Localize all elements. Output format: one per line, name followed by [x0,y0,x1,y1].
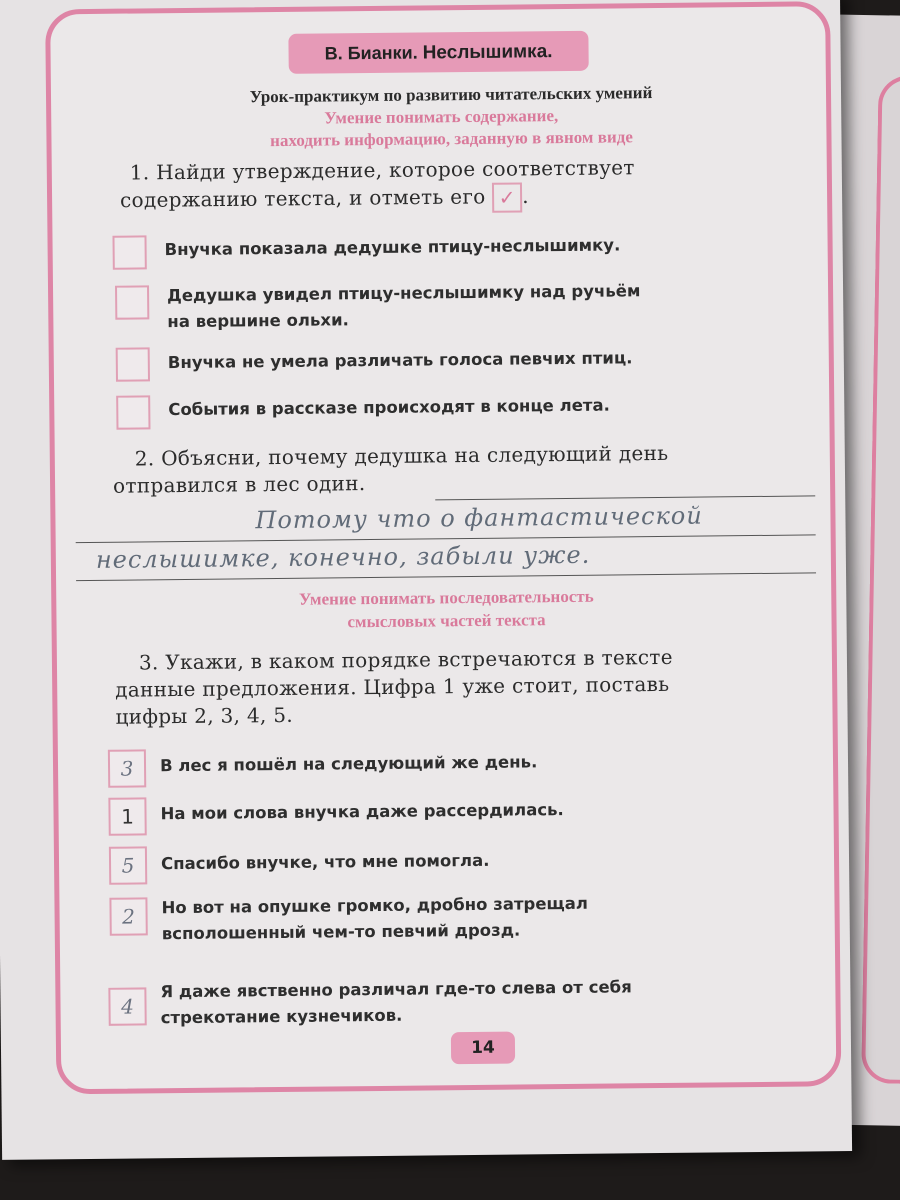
skill-label-3a: Умение понимать последовательность [298,586,594,609]
order-item-4-text [161,891,588,947]
order-box-3[interactable]: 5 [109,846,147,884]
order-box-1[interactable]: 3 [108,749,146,787]
order-item-5-line1: Я даже явственно различал где-то слева от себя [160,977,632,1002]
check-example-box [492,182,522,212]
answer-handwritten-1[interactable]: Потому что о фантастической [255,501,703,535]
order-item-5-text [160,974,632,1031]
order-item-4-line2: всполошенный чем-то певчий дрозд. [161,920,521,944]
lesson-subtitle: Урок-практикум по развитию читательских умений [249,83,653,107]
order-item-5-line2: стрекотание кузнечиков. [160,1005,403,1028]
option-4-text: События в рассказе происходят в конце лета. [168,395,610,420]
page-frame [45,1,841,1094]
answer-line-0 [435,495,815,500]
option-1-text: Внучка показала дедушке птицу-неслышимку. [164,235,621,260]
order-box-5[interactable]: 4 [108,987,146,1025]
check-mark-icon: ✓ [498,185,516,210]
next-page-frame [861,75,900,1084]
option-2-line1: Дедушка увидел птицу-неслышимку над ручьём [167,281,641,306]
question-2-line1: 2. Объясни, почему дедушка на следующий день [134,440,669,471]
order-item-1-text: В лес я пошёл на следующий же день. [159,752,538,776]
option-1-checkbox[interactable] [112,235,146,269]
header-title: Неслышимка. [422,41,553,64]
question-1-text: содержанию текста, и отметь его [119,184,486,213]
option-2-line2: на вершине ольхи. [167,310,349,332]
order-item-4-line1: Но вот на опушке громко, дробно затрещал [161,893,589,918]
question-1-line2 [120,182,529,216]
question-1-end: . [522,183,529,208]
answer-handwritten-2[interactable]: неслышимке, конечно, забыли уже. [95,540,591,574]
option-3-text: Внучка не умела различать голоса певчих птиц. [167,348,633,373]
order-box-2: 1 [108,797,146,835]
option-2-text [167,278,641,335]
question-3-line3: цифры 2, 3, 4, 5. [115,702,294,729]
answer-line-2 [76,572,816,581]
option-2-checkbox[interactable] [115,285,149,319]
order-item-3-text: Спасибо внучке, что мне помогла. [160,850,490,874]
question-3-line1: 3. Укажи, в каком порядке встречаются в тексте [138,644,673,675]
skill-label-3b: смысловых частей текста [347,610,546,632]
question-2-line2: отправился в лес один. [112,471,366,498]
order-item-2-text: На мои слова внучка даже рассердилась. [160,800,564,824]
skill-label-1b: находить информацию, заданную в явном виде [270,127,633,151]
page-number: 14 [451,1032,515,1065]
question-1-line1: 1. Найди утверждение, которое соответствует [129,155,635,185]
skill-label-1a: Умение понимать содержание, [324,106,559,128]
option-4-checkbox[interactable] [116,395,150,429]
header-author: В. Бианки. [324,42,418,64]
lesson-header [288,31,588,74]
order-box-4[interactable]: 2 [109,897,147,935]
option-3-checkbox[interactable] [116,347,150,381]
question-3-line2: данные предложения. Цифра 1 уже стоит, поставь [115,671,670,702]
